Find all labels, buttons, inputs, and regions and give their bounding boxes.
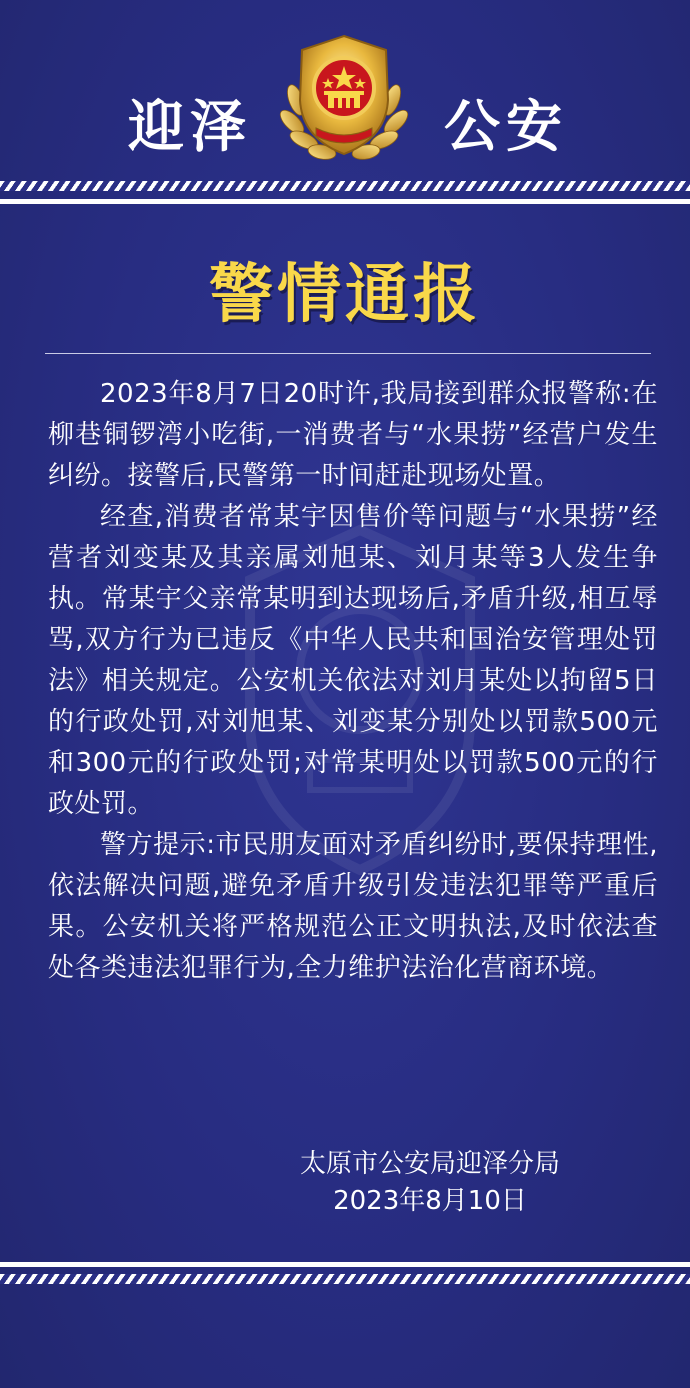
header-right-text: 公安 bbox=[444, 95, 568, 160]
notice-title: 警情通报 bbox=[209, 258, 481, 332]
top-stripe-divider bbox=[0, 181, 690, 209]
paragraph-report: 2023年8月7日20时许,我局接到群众报警称:在柳巷铜锣湾小吃街,一消费者与“水果捞”经营户发生纠纷。接警后,民警第一时间赶赴现场处置。 bbox=[48, 379, 658, 491]
paragraph-police-tip: 警方提示:市民朋友面对矛盾纠纷时,要保持理性,依法解决问题,避免矛盾升级引发违法犯罪等严重后果。公安机关将严格规范公正文明执法,及时依法查处各类违法犯罪行为,全力维护法治化营商环境。 bbox=[48, 830, 658, 983]
bottom-stripe-pattern bbox=[0, 1274, 690, 1284]
bottom-stripe-line bbox=[0, 1262, 690, 1267]
top-stripe-pattern bbox=[0, 181, 690, 191]
notice-body bbox=[48, 374, 658, 989]
signature-date: 2023年8月10日 bbox=[333, 1186, 527, 1216]
top-stripe-line bbox=[0, 199, 690, 204]
signature-block bbox=[270, 1146, 590, 1220]
bottom-stripe-divider bbox=[0, 1262, 690, 1290]
signature-organization: 太原市公安局迎泽分局 bbox=[299, 1149, 560, 1179]
title-divider bbox=[45, 353, 651, 354]
paragraph-investigation: 经查,消费者常某宇因售价等问题与“水果捞”经营者刘变某及其亲属刘旭某、刘月某等3人发生争执。常某宇父亲常某明到达现场后,矛盾升级,相互辱骂,双方行为已违反《中华人民共和国治安管理处罚法》相关规定。公安机关依法对刘月某处以拘留5日的行政处罚,对刘旭某、刘变某分别处以罚款500元和300元的行政处罚;对常某明处以罚款500元的行政处罚。 bbox=[48, 502, 658, 819]
header-left-text: 迎泽 bbox=[128, 95, 252, 160]
police-badge-emblem-icon bbox=[276, 30, 412, 166]
header bbox=[0, 0, 690, 180]
